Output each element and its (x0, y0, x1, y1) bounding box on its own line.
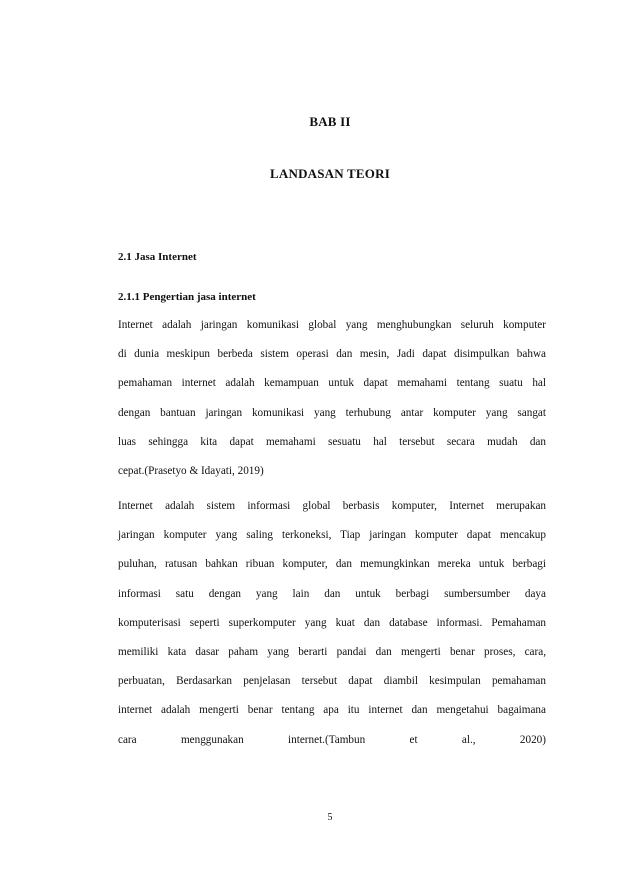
paragraph (118, 318, 546, 493)
paragraph-line: cepat.(Prasetyo & Idayati, 2019) (118, 464, 264, 477)
subsection-heading: 2.1.1 Pengertian jasa internet (118, 291, 256, 303)
paragraph-line: Internet adalah sistem informasi global berbasis komputer, Internet merupakan (118, 500, 546, 512)
chapter-number: BAB II (309, 114, 351, 129)
chapter-title: LANDASAN TEORI (270, 166, 390, 181)
paragraph-line: komputerisasi seperti superkomputer yang kuat dan database informasi. Pemahaman (118, 616, 546, 629)
paragraph-line: perbuatan, Berdasarkan penjelasan tersebut dapat diambil kesimpulan pemahaman (118, 675, 546, 688)
paragraph-line: di dunia meskipun berbeda sistem operasi dan mesin, Jadi dapat disimpulkan bahwa (118, 348, 546, 361)
section-heading: 2.1 Jasa Internet (118, 251, 197, 263)
paragraph-line: dengan bantuan jaringan komunikasi yang terhubung antar komputer yang sangat (118, 406, 546, 419)
paragraph-line: internet adalah mengerti benar tentang apa itu internet dan mengetahui bagaimana (118, 704, 546, 717)
paragraph-line: jaringan komputer yang saling terkoneksi, Tiap jaringan komputer dapat mencakup (118, 529, 546, 542)
paragraph-line: luas sehingga kita dapat memahami sesuatu hal tersebut secara mudah dan (118, 435, 546, 448)
paragraph-line: cara menggunakan internet.(Tambun et al., 2020) (118, 733, 546, 746)
paragraph-line: memiliki kata dasar paham yang berarti pandai dan mengerti benar proses, cara, (118, 645, 546, 658)
paragraph-line: puluhan, ratusan bahkan ribuan komputer, dan memungkinkan mereka untuk berbagi (118, 558, 546, 571)
paragraph-line: pemahaman internet adalah kemampuan untuk dapat memahami tentang suatu hal (118, 377, 546, 390)
paragraph-line: Internet adalah jaringan komunikasi global yang menghubungkan seluruh komputer (118, 319, 546, 331)
paragraph (118, 499, 546, 762)
page-number: 5 (327, 812, 333, 823)
paragraph-line: informasi satu dengan yang lain dan untuk berbagi sumbersumber daya (118, 587, 546, 600)
